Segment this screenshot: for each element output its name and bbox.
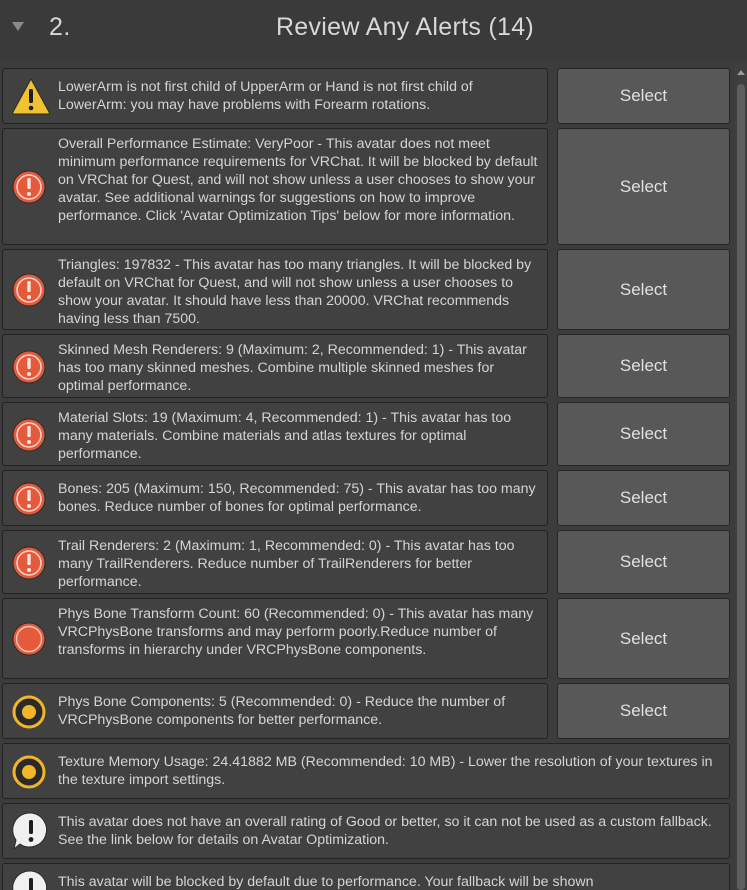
warning-triangle-icon bbox=[11, 77, 51, 115]
scroll-up-icon[interactable] bbox=[737, 70, 745, 75]
alert-item bbox=[2, 334, 548, 398]
error-icon bbox=[11, 545, 47, 581]
alert-item bbox=[2, 743, 730, 799]
info-icon bbox=[11, 869, 51, 890]
error-icon bbox=[11, 169, 47, 205]
alert-message: Overall Performance Estimate: VeryPoor - This avatar does not meet minimum performance requirements for VRChat. It will be blocked by default on VRChat for Quest, and will not show unless a user chooses to show your avatar. See additional warnings for suggestions on how to improve performance. Click 'Avatar Optimization Tips' below for more information. bbox=[58, 136, 538, 225]
alert-item bbox=[2, 470, 548, 526]
alert-item bbox=[2, 128, 548, 245]
alert-message: This avatar will be blocked by default due to performance. Your fallback will be shown bbox=[58, 874, 594, 890]
error-icon bbox=[11, 481, 47, 517]
alert-item bbox=[2, 598, 548, 679]
alert-item bbox=[2, 863, 730, 890]
select-button[interactable]: Select bbox=[557, 249, 730, 330]
alert-message: LowerArm is not first child of UpperArm or Hand is not first child of LowerArm: you may have problems with Forearm rotations. bbox=[58, 79, 473, 114]
error-icon bbox=[11, 272, 47, 308]
alert-message: Texture Memory Usage: 24.41882 MB (Recommended: 10 MB) - Lower the resolution of your textures in the texture import settings. bbox=[58, 754, 713, 789]
section-number: 2. bbox=[49, 13, 71, 41]
alert-message: Material Slots: 19 (Maximum: 4, Recommended: 1) - This avatar has too many materials. Combine materials and atlas textures for optimal performance. bbox=[58, 410, 512, 463]
select-button[interactable]: Select bbox=[557, 68, 730, 124]
alert-message: Bones: 205 (Maximum: 150, Recommended: 75) - This avatar has too many bones. Reduce number of bones for optimal performance. bbox=[58, 481, 536, 516]
section-header[interactable] bbox=[0, 0, 747, 60]
select-button[interactable]: Select bbox=[557, 470, 730, 526]
alert-item bbox=[2, 803, 730, 859]
info-icon bbox=[11, 811, 51, 851]
error-icon bbox=[11, 349, 47, 385]
alert-message: Phys Bone Transform Count: 60 (Recommended: 0) - This avatar has many VRCPhysBone transforms and may perform poorly.Reduce number of transforms in hierarchy under VRCPhysBone components. bbox=[58, 606, 534, 659]
error-icon bbox=[11, 417, 47, 453]
poor-rating-icon bbox=[11, 621, 47, 657]
alert-item bbox=[2, 249, 548, 330]
alert-item bbox=[2, 402, 548, 466]
select-button[interactable]: Select bbox=[557, 128, 730, 245]
select-button[interactable]: Select bbox=[557, 683, 730, 739]
section-title: Review Any Alerts (14) bbox=[275, 13, 535, 41]
alert-message: Trail Renderers: 2 (Maximum: 1, Recommended: 0) - This avatar has too many TrailRenderers. Reduce number of TrailRenderers for better performance. bbox=[58, 538, 515, 591]
select-button[interactable]: Select bbox=[557, 530, 730, 594]
vertical-scrollbar[interactable] bbox=[735, 64, 747, 890]
alert-message: This avatar does not have an overall rating of Good or better, so it can not be used as a custom fallback. See the link below for details on Avatar Optimization. bbox=[58, 814, 712, 849]
alert-item bbox=[2, 530, 548, 594]
alert-message: Triangles: 197832 - This avatar has too many triangles. It will be blocked by default on VRChat for Quest, and will not show unless a user chooses to show your avatar. It should have less than 20000. VRChat recommends having less than 7500. bbox=[58, 257, 532, 328]
medium-rating-icon bbox=[11, 754, 47, 790]
scrollbar-thumb[interactable] bbox=[737, 84, 745, 890]
alert-item bbox=[2, 68, 548, 124]
select-button[interactable]: Select bbox=[557, 598, 730, 679]
alert-message: Skinned Mesh Renderers: 9 (Maximum: 2, Recommended: 1) - This avatar has too many skinned meshes. Combine multiple skinned meshes for optimal performance. bbox=[58, 342, 527, 395]
medium-rating-icon bbox=[11, 694, 47, 730]
alert-message: Phys Bone Components: 5 (Recommended: 0) - Reduce the number of VRCPhysBone components for better performance. bbox=[58, 694, 506, 729]
alert-item bbox=[2, 683, 548, 739]
select-button[interactable]: Select bbox=[557, 334, 730, 398]
select-button[interactable]: Select bbox=[557, 402, 730, 466]
